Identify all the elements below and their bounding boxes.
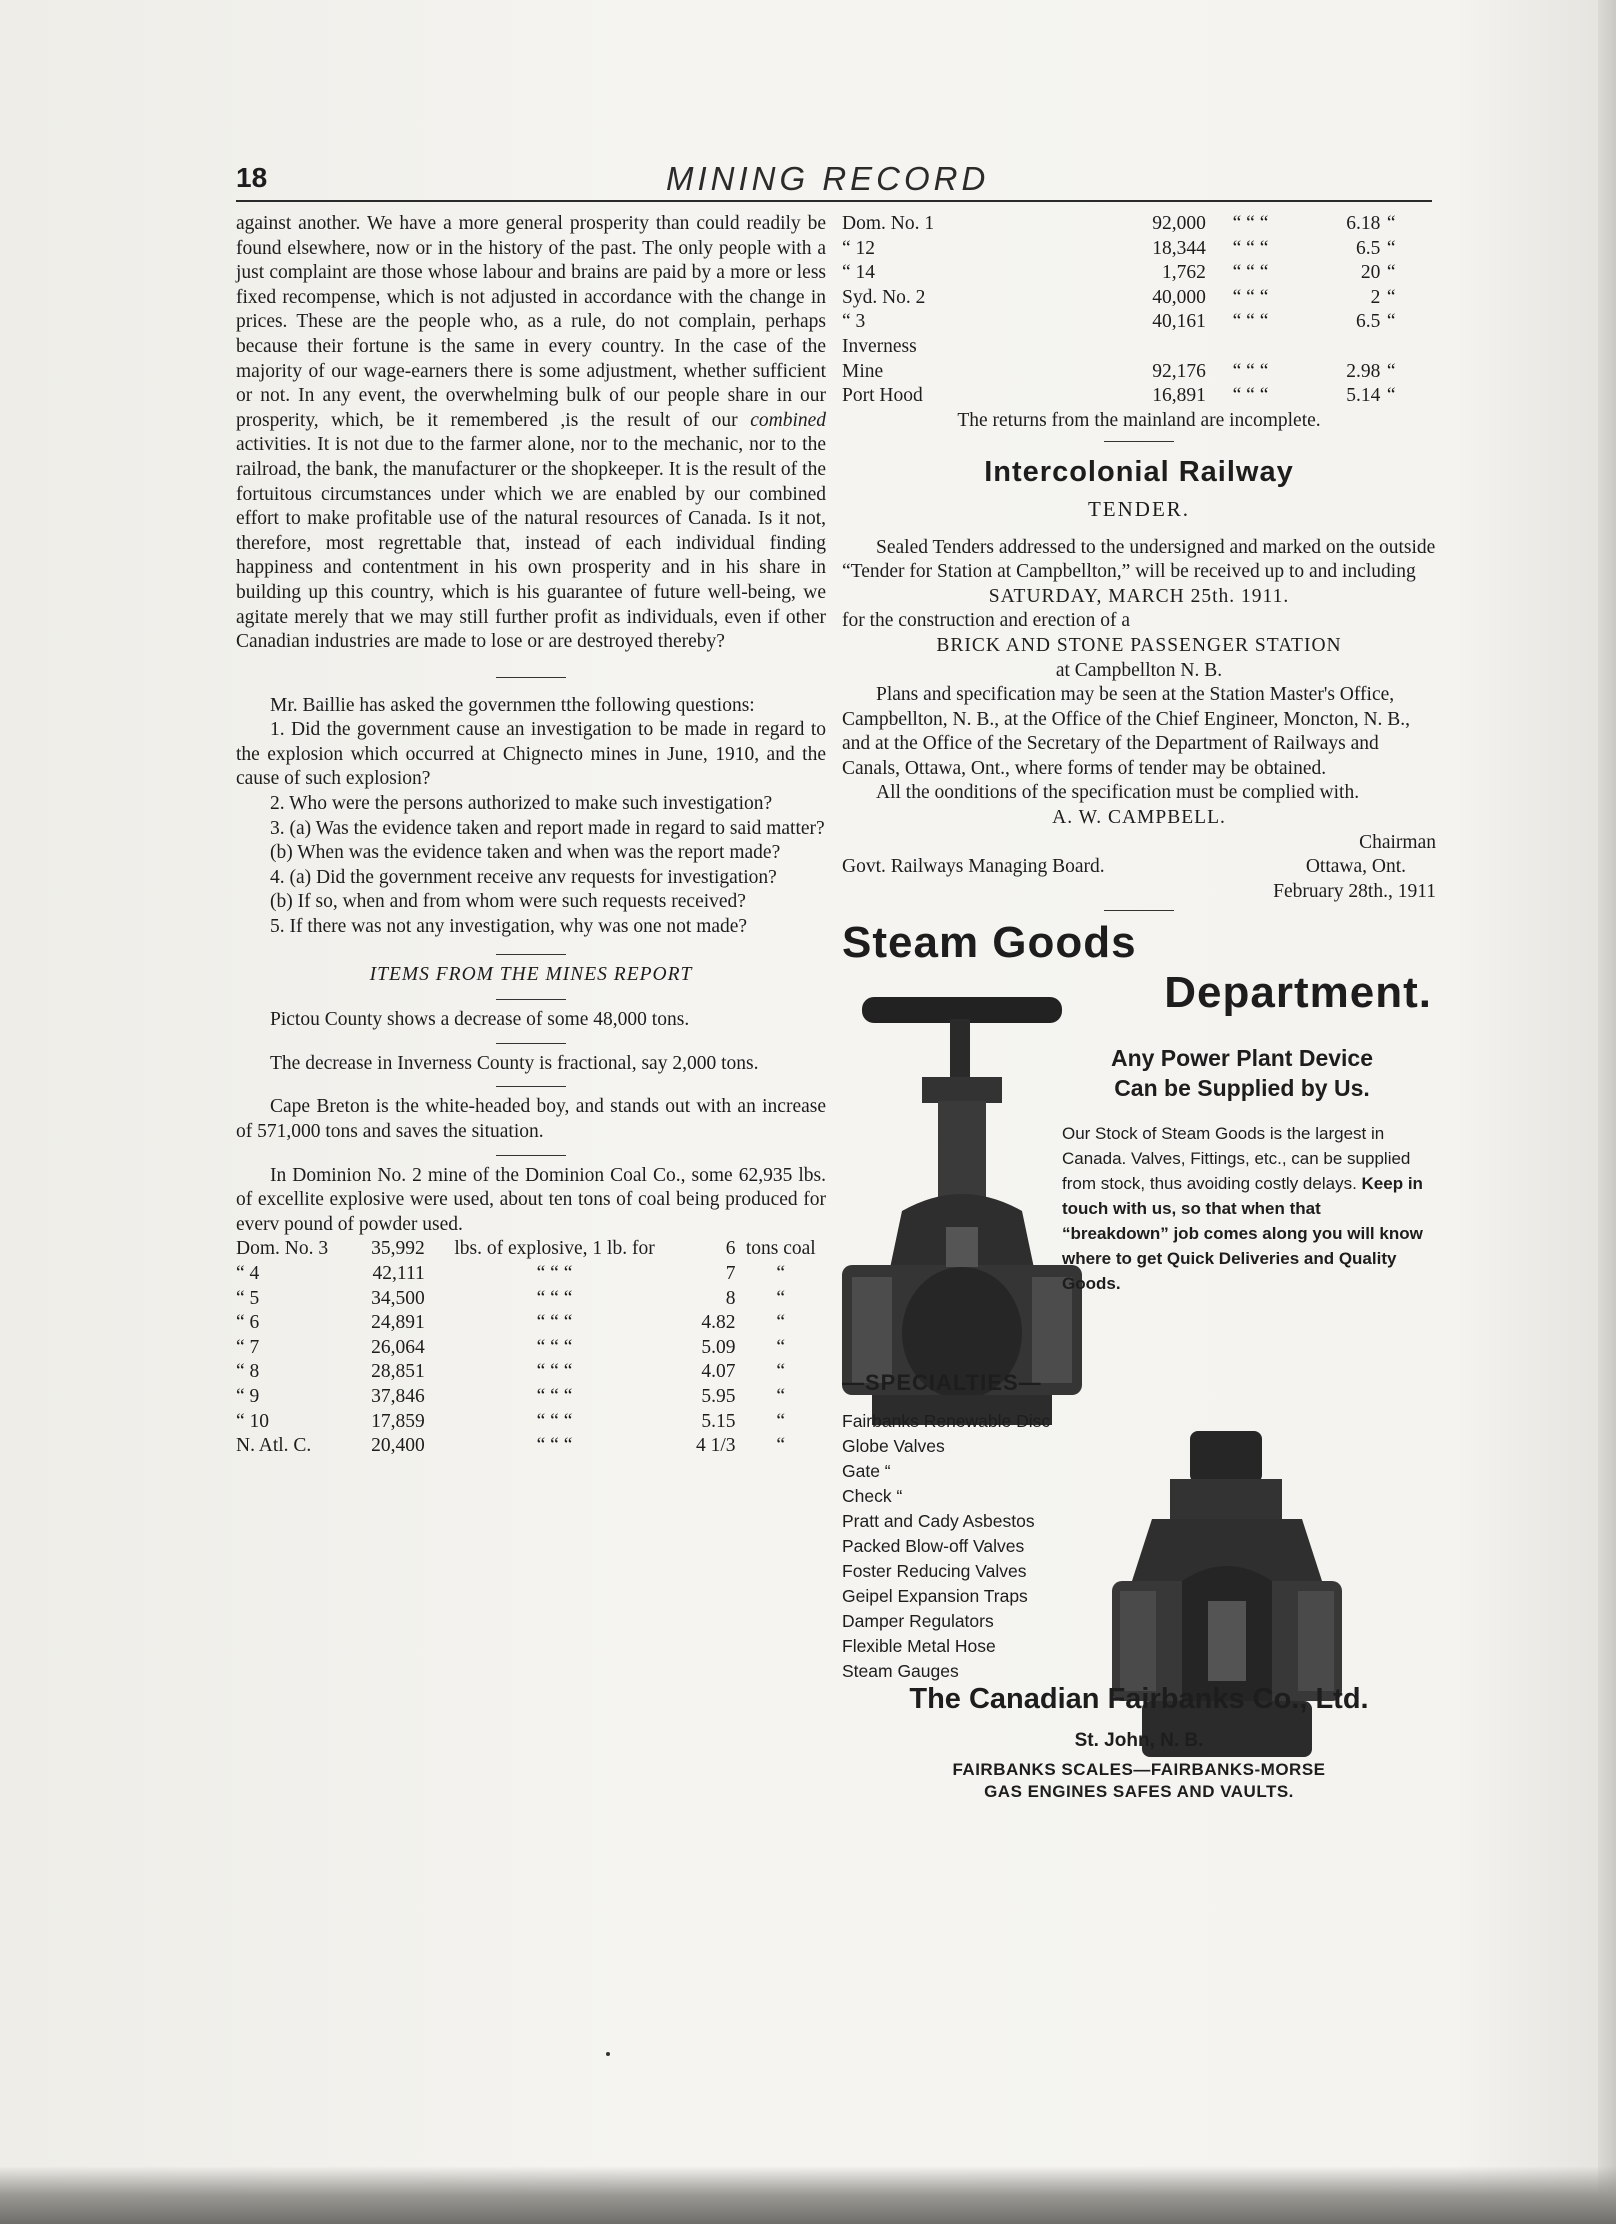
specialties-heading: —SPECIALTIES— [842, 1370, 1042, 1396]
right-column [842, 212, 1436, 1831]
unit-cell: “ [1386, 237, 1396, 259]
tons-cell: 5.09 [701, 1336, 736, 1358]
table-row [842, 384, 1402, 409]
explosives-table-continued [842, 212, 1402, 409]
ad-subtitle [1052, 1043, 1432, 1103]
ad-description [1062, 1121, 1432, 1296]
section-divider [1104, 910, 1174, 911]
unit-cell: “ [776, 1410, 786, 1432]
mine-cell: “ 6 [236, 1312, 260, 1334]
dominion-item: In Dominion No. 2 mine of the Dominion Coal Co., some 62,935 lbs. of excellite explosive were used, about ten tons of coal being produced for everv pound of powder used. [236, 1164, 826, 1235]
unit-cell: “ [776, 1312, 786, 1334]
ditto-cell: “ “ “ [536, 1361, 573, 1383]
unit-cell: tons coal [745, 1238, 816, 1260]
returns-note: The returns from the mainland are incomplete. [957, 409, 1321, 431]
lbs-cell: 92,176 [1152, 360, 1206, 382]
tons-cell: 5.95 [701, 1385, 736, 1407]
tons-cell: 20 [1360, 262, 1381, 284]
lbs-cell: 42,111 [372, 1262, 425, 1284]
lbs-cell: 20,400 [371, 1435, 425, 1457]
lbs-cell: 24,891 [371, 1312, 425, 1334]
ad-description-bold: Keep in touch with us, so that when that “breakdown” job comes along you will know where to get Quick Deliveries and Quality Goods. [1062, 1174, 1423, 1294]
table-row [842, 335, 1402, 360]
company-name: The Canadian Fairbanks Co., Ltd. [909, 1683, 1369, 1716]
ditto-cell: “ “ “ [1232, 311, 1269, 333]
unit-cell: “ [776, 1262, 786, 1284]
lbs-cell: 40,000 [1152, 286, 1206, 308]
tender-building: BRICK AND STONE PASSENGER STATION [936, 634, 1342, 656]
mine-cell: “ 5 [236, 1287, 260, 1309]
question-3b: (b) When was the evidence taken and when was the report made? [270, 842, 781, 864]
tender-date: SATURDAY, MARCH 25th. 1911. [988, 585, 1290, 607]
table-row [842, 261, 1402, 286]
left-column [236, 212, 826, 1459]
table-row [842, 360, 1402, 385]
editorial-text-end: activities. It is not due to the farmer alone, nor to the mechanic, nor to the railroad, the bank, the manufacturer or the shopkeeper. It is the result of the fortuitous circumstances under which we are enabled by our combined effort to make profitable use of the natural resources of Canada. Is it not, therefore, most regrettable that, instead of each individual finding happiness and contentment in his own prosperity and in his share in building up this country, which is his guarantee of future well-being, we agitate merely that we may still further profit as individuals, even if other Canadian industries are made to lose or are destroyed thereby? [236, 434, 826, 653]
table-row [236, 1336, 826, 1361]
mine-cell: “ 12 [842, 237, 876, 259]
board-name: Govt. Railways Managing Board. [842, 856, 1105, 878]
ditto-cell: “ “ “ [536, 1336, 573, 1358]
tender-paragraph-1: Sealed Tenders addressed to the undersigned and marked on the outside “Tender for Station at Campbellton,” will be received up to and including [842, 536, 1436, 583]
lbs-cell: 37,846 [371, 1385, 425, 1407]
specialties-list [842, 1409, 1122, 1684]
question-1: 1. Did the government cause an investigation to be made in regard to the explosion which occurred at Chignecto mines in June, 1910, and the cause of such explosion? [236, 719, 826, 790]
specialty-item: Gate “ [842, 1461, 891, 1482]
unit-cell: “ [1386, 385, 1396, 407]
ditto-cell: “ “ “ [536, 1262, 573, 1284]
table-row [842, 286, 1402, 311]
table-row [236, 1237, 826, 1262]
question-5: 5. If there was not any investigation, why was one not made? [270, 916, 748, 938]
specialty-item: Foster Reducing Valves [842, 1561, 1027, 1582]
unit-cell: “ [776, 1435, 786, 1457]
question-4b: (b) If so, when and from whom were such requests received? [270, 891, 746, 913]
scan-speck [606, 2052, 610, 2056]
tender-paragraph-2: Plans and specification may be seen at the Station Master's Office, Campbellton, N. B., at the Office of the Chief Engineer, Moncton, N. B., and at the Office of the Secretary of the Department of Railways and Canals, Ottawa, Ont., where forms of tender may be obtained. [842, 684, 1411, 779]
lbs-cell: 28,851 [371, 1361, 425, 1383]
tender-paragraph-3: All the oonditions of the specification must be complied with. [876, 782, 1360, 804]
mine-cell: Port Hood [842, 385, 923, 407]
ditto-cell: “ “ “ [536, 1385, 573, 1407]
masthead-title: MINING RECORD [666, 160, 990, 197]
unit-cell: “ [776, 1385, 786, 1407]
ad-title-line-2: Department. [1164, 968, 1432, 1018]
editorial-text-start: against another. We have a more general prosperity than could readily be found elsewhere, now or in the history of the past. The only people with a just complaint are those whose labour and brains are paid by a more or less fixed recompense, which is not adjusted in accordance with the change in prices. These are the people who, as a rule, do not complain, perhaps because their fortune is the same in every country. In the case of the majority of our wage-earners there is some adjustment, whether sufficient or not. In any event, the overwhelming bulk of our people share in our prosperity, which, be it remembered ,is the result of our [236, 213, 826, 431]
tender-title: TENDER. [1087, 496, 1191, 521]
tons-cell: 6.5 [1355, 311, 1381, 333]
cape-breton-item: Cape Breton is the white-headed boy, and stands out with an increase of 571,000 tons and saves the situation. [236, 1096, 826, 1142]
mine-cell: “ 9 [236, 1385, 260, 1407]
explosives-table [236, 1237, 826, 1458]
ad-subtitle-line-2: Can be Supplied by Us. [1114, 1075, 1370, 1102]
table-row [236, 1360, 826, 1385]
tons-cell: 4.07 [701, 1361, 736, 1383]
specialty-item: Pratt and Cady Asbestos [842, 1511, 1035, 1532]
table-row [236, 1311, 826, 1336]
unit-cell [1380, 335, 1402, 360]
mine-cell: Mine [842, 360, 884, 382]
ditto-cell: “ “ “ [1232, 360, 1269, 382]
tagline-line-2: GAS ENGINES SAFES AND VAULTS. [984, 1782, 1294, 1802]
ditto-cell: “ “ “ [536, 1312, 573, 1334]
ad-title-line-1: Steam Goods [842, 918, 1137, 968]
tons-cell: 6.5 [1355, 237, 1381, 259]
table-row [236, 1434, 826, 1459]
lbs-cell: 35,992 [371, 1238, 425, 1260]
ditto-cell: “ “ “ [1232, 286, 1269, 308]
table-row [842, 212, 1402, 237]
signer-title: Chairman [1359, 831, 1436, 853]
specialty-item: Globe Valves [842, 1436, 945, 1457]
tender-for: for the construction and erection of a [842, 610, 1131, 632]
table-row [842, 237, 1402, 262]
table-row [842, 310, 1402, 335]
tons-cell: 6.18 [1346, 213, 1381, 234]
specialty-item: Damper Regulators [842, 1611, 994, 1632]
mine-cell: “ 10 [236, 1410, 270, 1432]
signature-date: February 28th., 1911 [1273, 880, 1436, 902]
lbs-cell: 1,762 [1162, 262, 1206, 284]
ad-description-plain: Our Stock of Steam Goods is the largest in Canada. Valves, Fittings, etc., can be supplied from stock, thus avoiding costly delays. [1062, 1124, 1411, 1194]
specialty-item: Check “ [842, 1486, 903, 1507]
ditto-cell: “ “ “ [536, 1287, 573, 1309]
page-header [236, 156, 1432, 202]
company-city: St. John, N. B. [1074, 1730, 1204, 1752]
ditto-cell [1206, 335, 1295, 360]
table-row [236, 1410, 826, 1435]
steam-goods-advertisement [842, 918, 1436, 1831]
mine-cell: Syd. No. 2 [842, 286, 926, 308]
mine-cell: “ 14 [842, 262, 876, 284]
unit-cell: “ [776, 1336, 786, 1358]
mine-cell: Dom. No. 1 [842, 213, 935, 234]
mine-cell: Dom. No. 3 [236, 1238, 329, 1260]
table-row [236, 1262, 826, 1287]
ad-subtitle-line-1: Any Power Plant Device [1110, 1045, 1374, 1072]
mine-cell: “ 8 [236, 1361, 260, 1383]
unit-cell: “ [1386, 286, 1396, 308]
ditto-cell: “ “ “ [1232, 262, 1269, 284]
specialty-item: Steam Gauges [842, 1661, 959, 1682]
mine-cell: N. Atl. C. [236, 1435, 312, 1457]
tons-cell: 4 1/3 [695, 1435, 736, 1457]
section-divider [1104, 441, 1174, 442]
unit-cell: “ [1386, 213, 1396, 234]
table-row [236, 1287, 826, 1312]
items-heading: ITEMS FROM THE MINES REPORT [369, 963, 693, 985]
mine-cell: “ 3 [842, 311, 866, 333]
tons-cell: 4.82 [701, 1312, 736, 1334]
tons-cell [1295, 335, 1380, 360]
editorial-paragraph [236, 212, 826, 655]
board-place: Ottawa, Ont. [1305, 856, 1406, 878]
lbs-cell: 92,000 [1152, 213, 1206, 234]
page-number: 18 [236, 162, 268, 193]
inverness-item: The decrease in Inverness County is fractional, say 2,000 tons. [270, 1052, 759, 1074]
specialty-item: Packed Blow-off Valves [842, 1536, 1025, 1557]
tons-cell: 5.14 [1346, 385, 1381, 407]
ditto-cell: “ “ “ [1232, 385, 1269, 407]
tons-cell: 8 [725, 1287, 736, 1309]
mine-cell: Inverness [842, 335, 917, 357]
lbs-cell: 17,859 [371, 1410, 425, 1432]
question-3a: 3. (a) Was the evidence taken and report made in regard to said matter? [270, 817, 825, 839]
company-tagline [842, 1759, 1436, 1803]
unit-cell: “ [1386, 360, 1396, 382]
specialty-item: Fairbanks Renewable Disc [842, 1411, 1051, 1432]
specialty-item: Geipel Expansion Traps [842, 1586, 1028, 1607]
tender-location: at Campbellton N. B. [1055, 659, 1223, 681]
table-row [236, 1385, 826, 1410]
specialty-item: Flexible Metal Hose [842, 1636, 996, 1657]
ditto-cell: lbs. of explosive, 1 lb. for [454, 1238, 655, 1260]
question-2: 2. Who were the persons authorized to make such investigation? [270, 793, 773, 815]
baillie-intro: Mr. Baillie has asked the governmen tthe following questions: [270, 694, 755, 716]
pictou-item: Pictou County shows a decrease of some 48,000 tons. [270, 1009, 690, 1031]
ditto-cell: “ “ “ [1232, 213, 1269, 234]
signer-name: A. W. CAMPBELL. [1052, 807, 1226, 829]
unit-cell: “ [776, 1287, 786, 1309]
tons-cell: 5.15 [701, 1410, 736, 1432]
lbs-cell [1072, 335, 1206, 360]
tons-cell: 2.98 [1346, 360, 1381, 382]
unit-cell: “ [1386, 311, 1396, 333]
scan-bottom-shadow [0, 2166, 1616, 2224]
tons-cell: 2 [1370, 286, 1381, 308]
railway-title: Intercolonial Railway [984, 456, 1294, 489]
editorial-italic-word: combined [750, 409, 827, 431]
tons-cell: 6 [725, 1238, 736, 1260]
tagline-line-1: FAIRBANKS SCALES—FAIRBANKS-MORSE [952, 1760, 1326, 1780]
unit-cell: “ [1386, 262, 1396, 284]
question-4a: 4. (a) Did the government receive anv requests for investigation? [270, 866, 777, 888]
page-edge-shadow [1598, 0, 1616, 2224]
lbs-cell: 26,064 [371, 1336, 425, 1358]
lbs-cell: 34,500 [371, 1287, 425, 1309]
tons-cell: 7 [725, 1262, 736, 1284]
ditto-cell: “ “ “ [1232, 237, 1269, 259]
lbs-cell: 18,344 [1152, 237, 1206, 259]
mine-cell: “ 4 [236, 1262, 260, 1284]
board-line [842, 855, 1436, 880]
mine-cell: “ 7 [236, 1336, 260, 1358]
unit-cell: “ [776, 1361, 786, 1383]
ditto-cell: “ “ “ [536, 1435, 573, 1457]
lbs-cell: 40,161 [1152, 311, 1206, 333]
lbs-cell: 16,891 [1152, 385, 1206, 407]
ditto-cell: “ “ “ [536, 1410, 573, 1432]
